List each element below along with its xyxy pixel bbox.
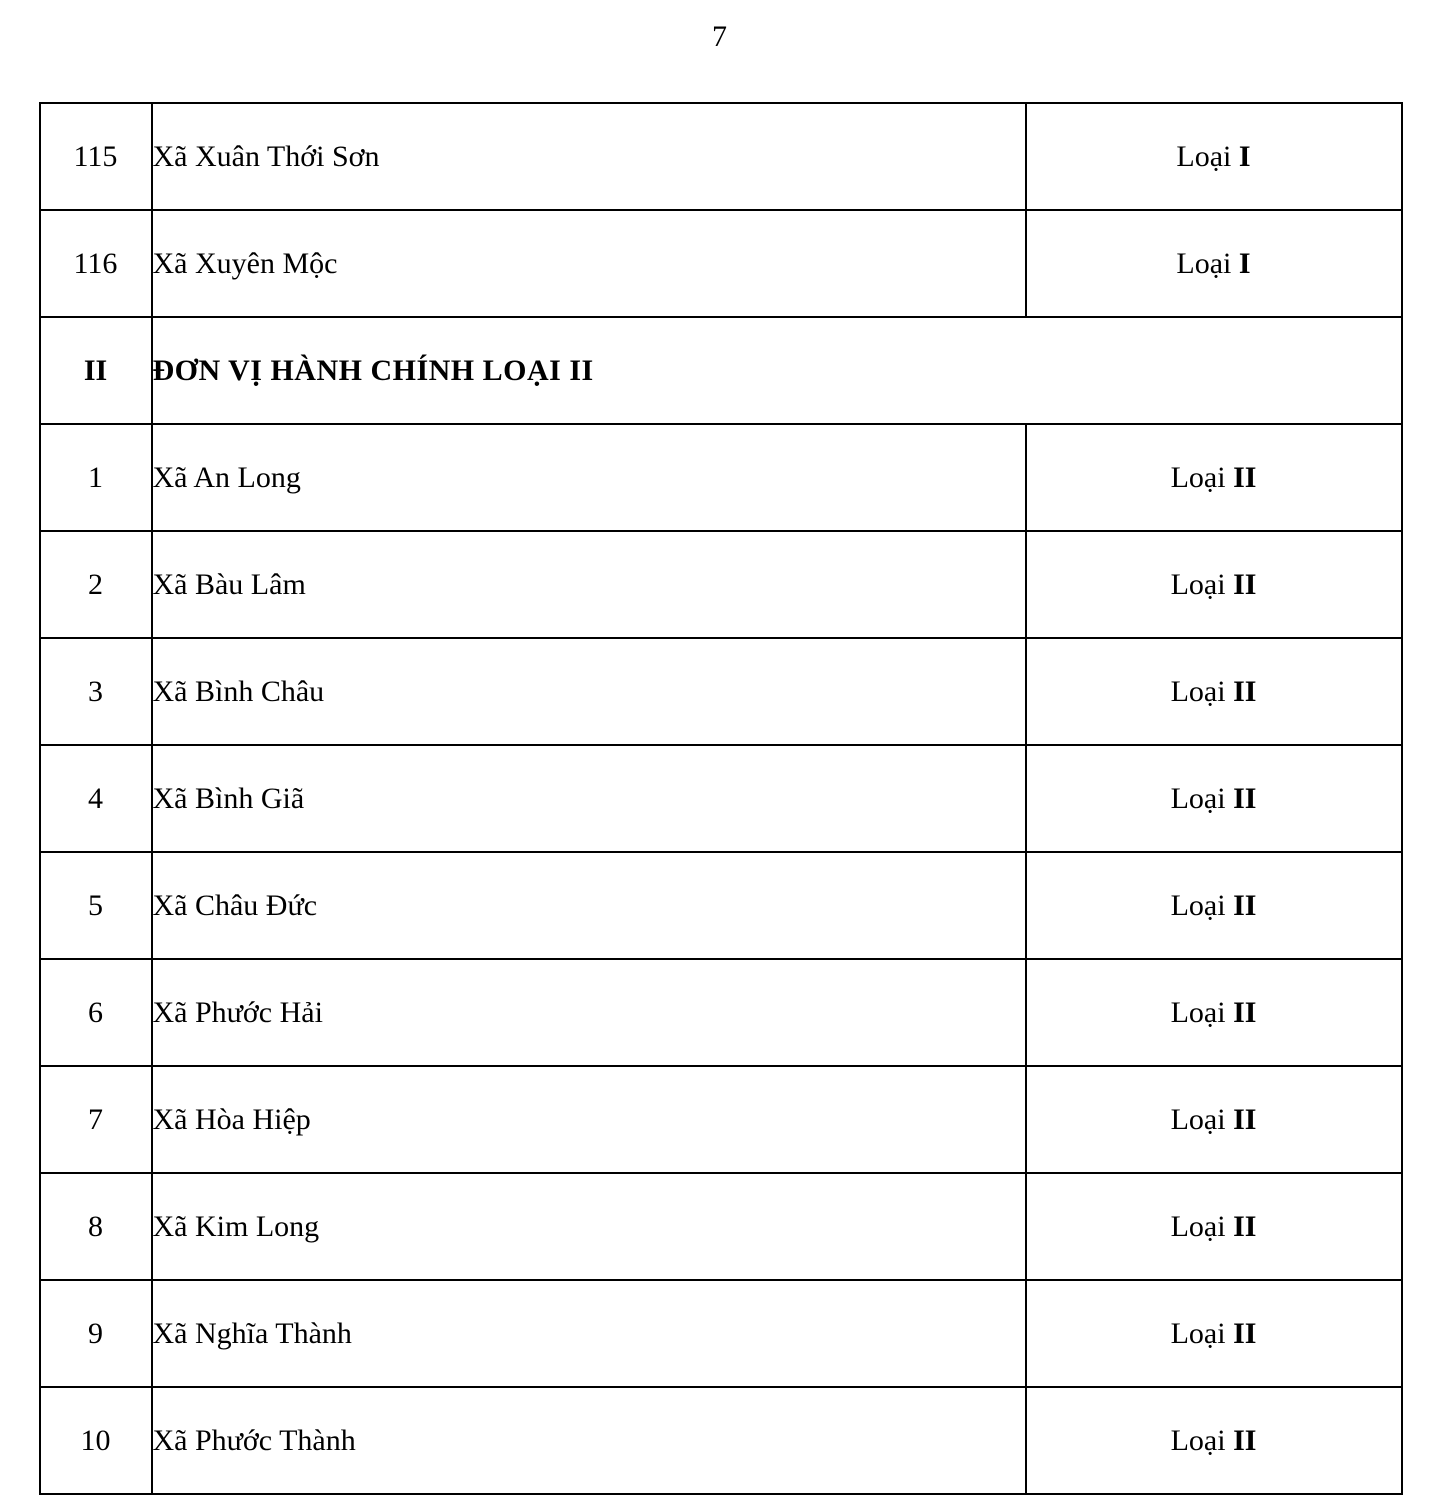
cell-unit-name: Xã An Long	[152, 424, 1026, 531]
table-row	[40, 1280, 1402, 1387]
cell-unit-name: Xã Phước Thành	[152, 1387, 1026, 1494]
cell-classification	[1026, 210, 1402, 317]
classification-value: II	[1233, 1209, 1257, 1243]
classification-label: Loại	[1170, 888, 1234, 922]
classification-value: II	[1233, 1102, 1257, 1136]
classification-value: II	[1233, 888, 1257, 922]
cell-classification	[1026, 1066, 1402, 1173]
administrative-units-table	[39, 102, 1403, 1495]
cell-number: 1	[40, 424, 152, 531]
classification-label: Loại	[1170, 995, 1234, 1029]
classification-value: I	[1238, 139, 1251, 173]
cell-classification	[1026, 852, 1402, 959]
cell-unit-name: Xã Bình Giã	[152, 745, 1026, 852]
table-body	[40, 103, 1402, 1494]
cell-classification	[1026, 531, 1402, 638]
classification-value: II	[1233, 674, 1257, 708]
table-row	[40, 852, 1402, 959]
cell-number: 9	[40, 1280, 152, 1387]
cell-unit-name: Xã Phước Hải	[152, 959, 1026, 1066]
cell-number: 5	[40, 852, 152, 959]
cell-unit-name: Xã Nghĩa Thành	[152, 1280, 1026, 1387]
cell-number: 115	[40, 103, 152, 210]
cell-number: 8	[40, 1173, 152, 1280]
cell-classification	[1026, 1280, 1402, 1387]
table-row	[40, 210, 1402, 317]
table-row	[40, 745, 1402, 852]
classification-label: Loại	[1170, 1102, 1234, 1136]
cell-unit-name: Xã Xuyên Mộc	[152, 210, 1026, 317]
cell-unit-name: Xã Kim Long	[152, 1173, 1026, 1280]
cell-number: 6	[40, 959, 152, 1066]
page-number: 7	[712, 20, 727, 53]
cell-classification	[1026, 638, 1402, 745]
table-row	[40, 103, 1402, 210]
classification-value: II	[1233, 460, 1257, 494]
table-section-row	[40, 317, 1402, 424]
cell-unit-name: ĐƠN VỊ HÀNH CHÍNH LOẠI II	[152, 317, 1402, 424]
cell-number: 10	[40, 1387, 152, 1494]
classification-value: II	[1233, 1316, 1257, 1350]
table-row	[40, 638, 1402, 745]
classification-label: Loại	[1176, 139, 1239, 173]
cell-number: 3	[40, 638, 152, 745]
classification-label: Loại	[1170, 674, 1234, 708]
cell-number: 116	[40, 210, 152, 317]
table-row	[40, 1173, 1402, 1280]
cell-classification	[1026, 424, 1402, 531]
cell-unit-name: Xã Bàu Lâm	[152, 531, 1026, 638]
classification-label: Loại	[1170, 1209, 1234, 1243]
cell-number: 4	[40, 745, 152, 852]
cell-classification	[1026, 1173, 1402, 1280]
cell-unit-name: Xã Xuân Thới Sơn	[152, 103, 1026, 210]
table-container	[39, 52, 1401, 1495]
cell-number: 7	[40, 1066, 152, 1173]
classification-value: II	[1233, 1423, 1257, 1457]
cell-classification	[1026, 1387, 1402, 1494]
classification-value: II	[1233, 781, 1257, 815]
cell-number: II	[40, 317, 152, 424]
classification-label: Loại	[1170, 460, 1234, 494]
classification-value: I	[1238, 246, 1251, 280]
cell-classification	[1026, 745, 1402, 852]
cell-classification	[1026, 959, 1402, 1066]
table-row	[40, 1066, 1402, 1173]
classification-value: II	[1233, 567, 1257, 601]
classification-label: Loại	[1176, 246, 1239, 280]
table-row	[40, 531, 1402, 638]
table-row	[40, 1387, 1402, 1494]
cell-classification	[1026, 103, 1402, 210]
classification-label: Loại	[1170, 567, 1234, 601]
table-row	[40, 424, 1402, 531]
cell-number: 2	[40, 531, 152, 638]
table-row	[40, 959, 1402, 1066]
classification-label: Loại	[1170, 1316, 1234, 1350]
cell-unit-name: Xã Hòa Hiệp	[152, 1066, 1026, 1173]
classification-label: Loại	[1170, 1423, 1234, 1457]
classification-value: II	[1233, 995, 1257, 1029]
cell-unit-name: Xã Châu Đức	[152, 852, 1026, 959]
cell-unit-name: Xã Bình Châu	[152, 638, 1026, 745]
classification-label: Loại	[1170, 781, 1234, 815]
